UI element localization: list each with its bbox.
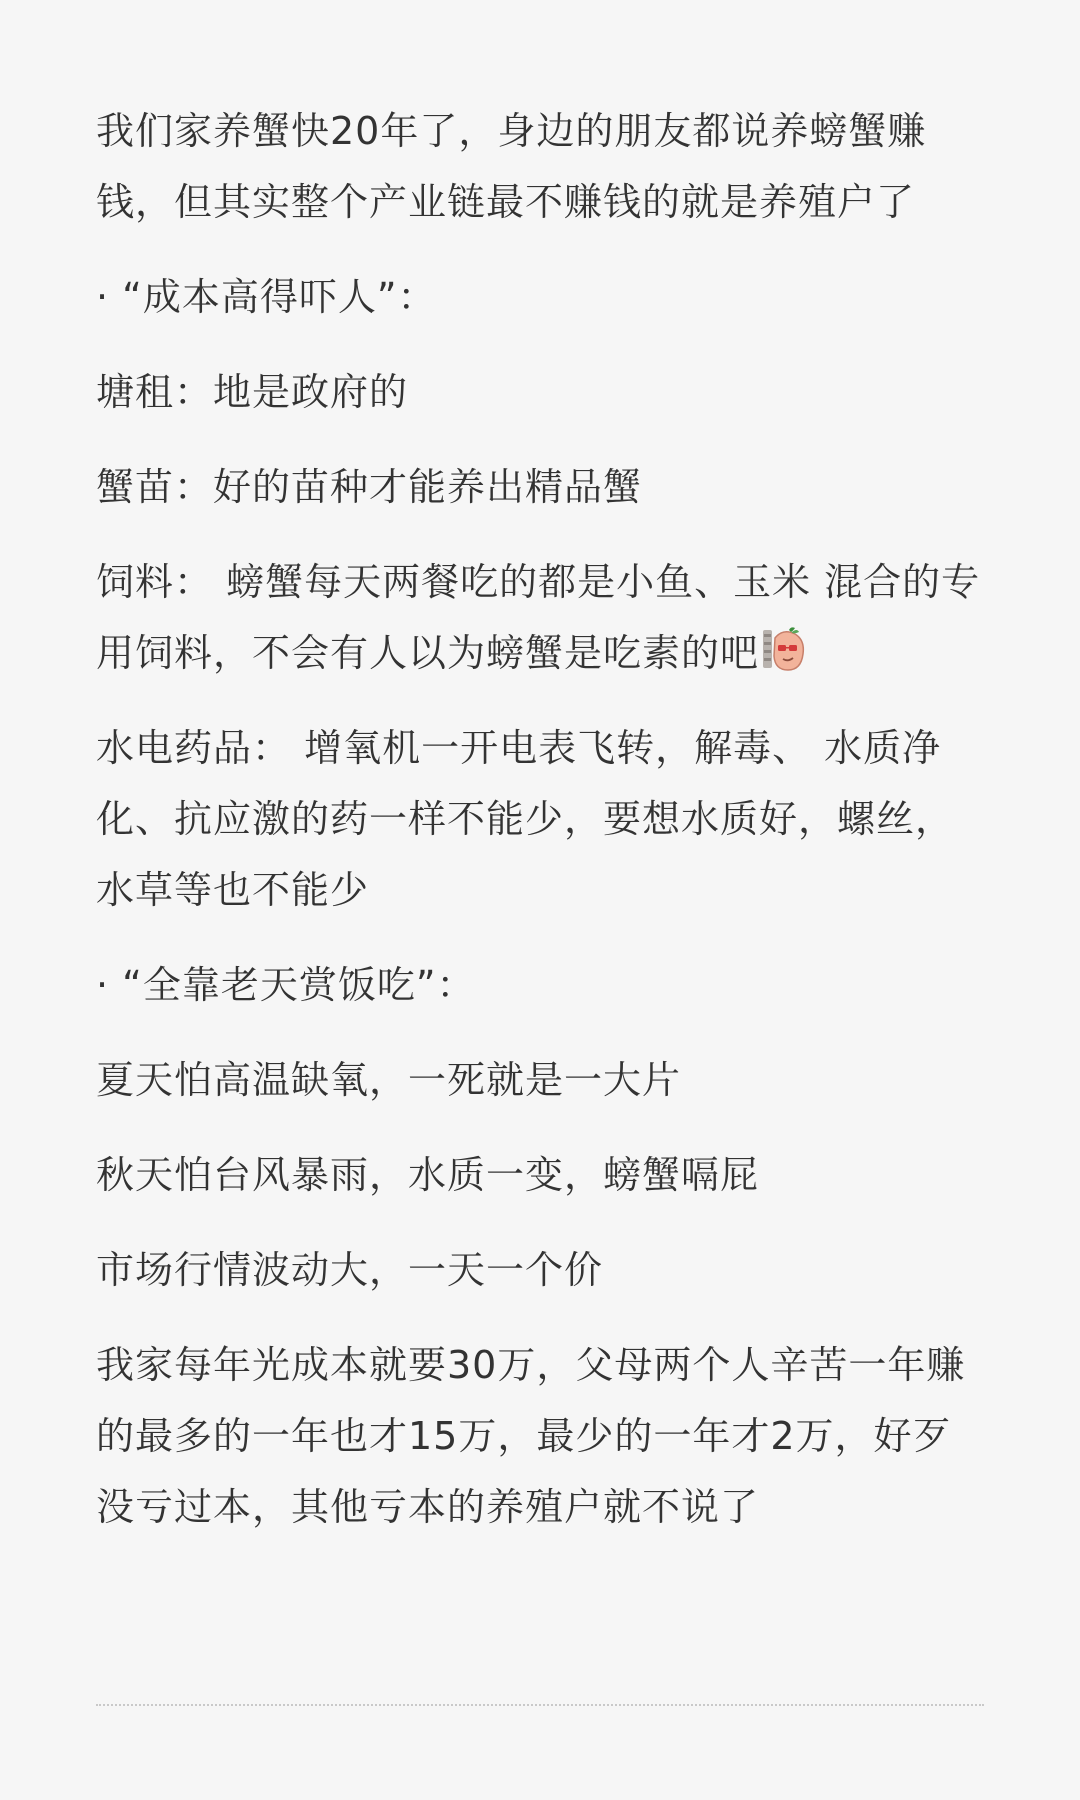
paragraph-conclusion: 我家每年光成本就要30万，父母两个人辛苦一年赚的最多的一年也才15万，最少的一年才2万，好歹没亏过本，其他亏本的养殖户就不说了: [96, 1343, 966, 1529]
paragraph-autumn: 秋天怕台风暴雨，水质一变，螃蟹嗝屁: [96, 1153, 760, 1197]
paragraph-feed-text: 饲料： 螃蟹每天两餐吃的都是小鱼、玉米 混合的专用饲料，不会有人以为螃蟹是吃素的吧: [96, 560, 981, 675]
section-heading-costs: · “成本高得吓人”：: [96, 275, 437, 319]
paragraph-pond-rent: 塘租：地是政府的: [96, 370, 409, 414]
sly-face-emoji-icon: [761, 624, 807, 670]
paragraph-feed: [96, 547, 986, 689]
paragraph-intro: 我们家养蟹快20年了，身边的朋友都说养螃蟹赚钱，但其实整个产业链最不赚钱的就是养殖户了: [96, 109, 927, 224]
paragraph-crab-seedlings: 蟹苗：好的苗种才能养出精品蟹: [96, 465, 643, 509]
section-heading-weather: · “全靠老天赏饭吃”：: [96, 963, 476, 1007]
dotted-divider: [96, 1704, 984, 1706]
paragraph-summer: 夏天怕高温缺氧，一死就是一大片: [96, 1058, 682, 1102]
paragraph-utilities-medicine: 水电药品： 增氧机一开电表飞转，解毒、 水质净化、抗应激的药一样不能少，要想水质好，螺丝，水草等也不能少: [96, 726, 955, 912]
paragraph-market: 市场行情波动大，一天一个价: [96, 1248, 604, 1292]
article-body: [96, 96, 986, 1567]
